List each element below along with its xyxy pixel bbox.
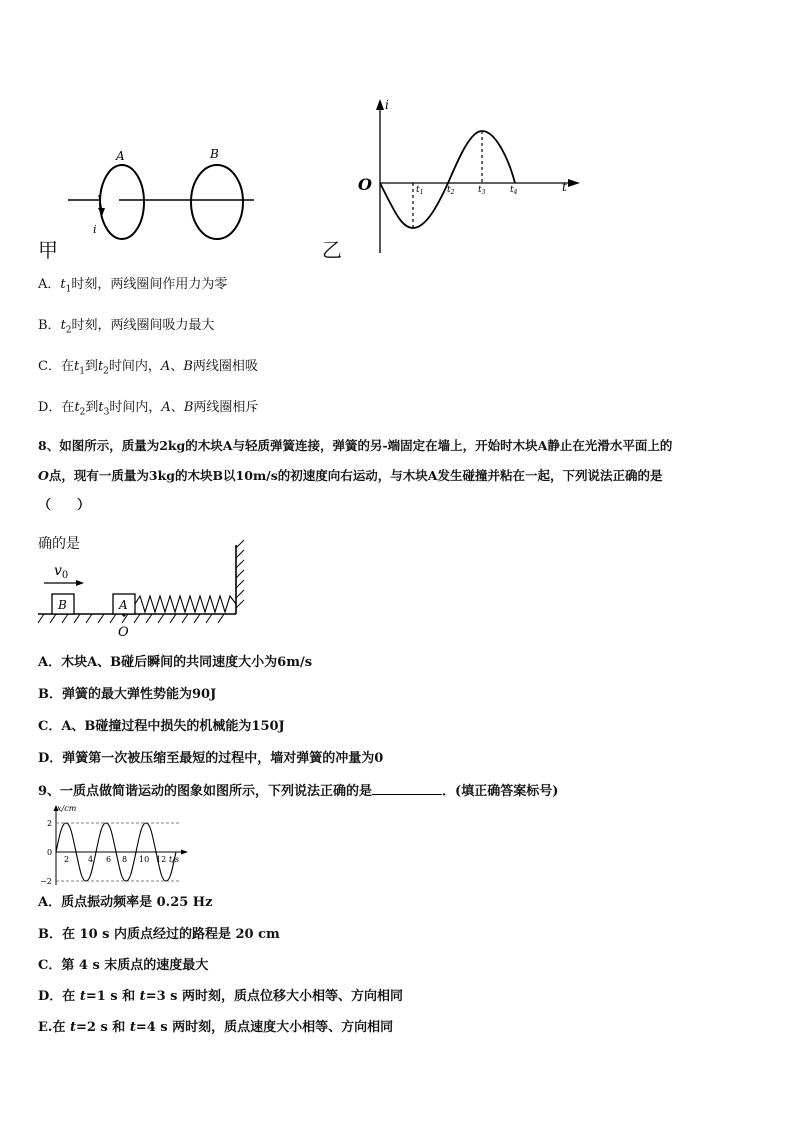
q9-option-c: C．第 4 s 末质点的速度最大 (38, 958, 209, 973)
coil-b-label: B (210, 147, 219, 161)
block-b-label: B (58, 598, 67, 612)
q8-option-d: D．弹簧第一次被压缩至最短的过程中，墙对弹簧的冲量为0 (38, 751, 384, 766)
figure-yi-graph (350, 95, 590, 260)
x-axis-label: t (562, 180, 567, 194)
q9-ytick-2: 2 (47, 819, 53, 828)
q7-option-d: D．在$t_2$到$t_3$时间内，A、B两线圈相斥 (38, 400, 259, 418)
q9-xtick-8: 8 (122, 855, 128, 864)
q8-stem-line1: 8、如图所示，质量为2kg的木块A与轻质弹簧连接，弹簧的另-端固定在墙上，开始时木块A静止在光滑水平面上的 (38, 438, 673, 453)
tick-t1: $t_1$ (416, 185, 424, 196)
q8-option-a: A．木块A、B碰后瞬间的共同速度大小为6m/s (38, 655, 313, 670)
q9-shm-graph (36, 803, 196, 888)
q8-figure-header: 确的是 (38, 536, 80, 552)
q9-option-a: A．质点振动频率是 0.25 Hz (38, 895, 213, 910)
tick-t4: $t_4$ (510, 185, 518, 196)
q7-option-a: A．$t_1$时刻，两线圈间作用力为零 (38, 277, 228, 295)
q9-xtick-10: 10 (139, 855, 150, 864)
q8-stem-line2: O点，现有一质量为3kg的木块B以10m/s的初速度向右运动，与木块A发生碰撞并粘在一起，下列说法正确的是 (38, 468, 663, 483)
q8-figure-spring-blocks (36, 540, 256, 645)
q8-option-c: C．A、B碰撞过程中损失的机械能为150J (38, 719, 285, 734)
tick-t2: $t_2$ (447, 185, 455, 196)
tick-t3: $t_3$ (478, 185, 486, 196)
answer-blank[interactable] (372, 781, 442, 795)
q7-option-c: C．在$t_1$到$t_2$时间内，A、B两线圈相吸 (38, 359, 258, 377)
block-a-label: A (119, 598, 128, 612)
q9-xtick-2: 2 (64, 855, 70, 864)
coil-a-label: A (116, 149, 125, 163)
q8-option-b: B．弹簧的最大弹性势能为90J (38, 687, 217, 702)
q9-option-d: D．在 t=1 s 和 t=3 s 两时刻，质点位移大小相等、方向相同 (38, 989, 403, 1004)
q9-xtick-12: 12 (156, 855, 167, 864)
q9-ytick-neg2: −2 (40, 877, 52, 886)
q9-y-label: x/cm (57, 804, 77, 813)
figure-jia-coils (36, 140, 266, 260)
velocity-label: $v_0$ (54, 563, 69, 581)
y-axis-label: i (385, 98, 389, 112)
current-label: i (93, 223, 97, 236)
q9-xtick-4: 4 (88, 855, 94, 864)
figure-jia-caption: 甲 (38, 238, 58, 262)
q9-x-label: t/s (169, 855, 180, 864)
point-o-label: O (118, 625, 129, 640)
q9-option-e: E.在 t=2 s 和 t=4 s 两时刻，质点速度大小相等、方向相同 (38, 1020, 394, 1035)
origin-label: O (358, 175, 372, 194)
q8-stem-line3: （ ） (38, 498, 91, 513)
q9-ytick-0: 0 (47, 848, 53, 857)
figure-yi-caption: 乙 (322, 238, 342, 262)
q9-stem: 9、一质点做简谐运动的图象如图所示，下列说法正确的是 ．(填正确答案标号) (38, 781, 558, 801)
q9-option-b: B．在 10 s 内质点经过的路程是 20 cm (38, 927, 280, 942)
q7-option-b: B．$t_2$时刻，两线圈间吸力最大 (38, 318, 215, 336)
q9-xtick-6: 6 (106, 855, 112, 864)
